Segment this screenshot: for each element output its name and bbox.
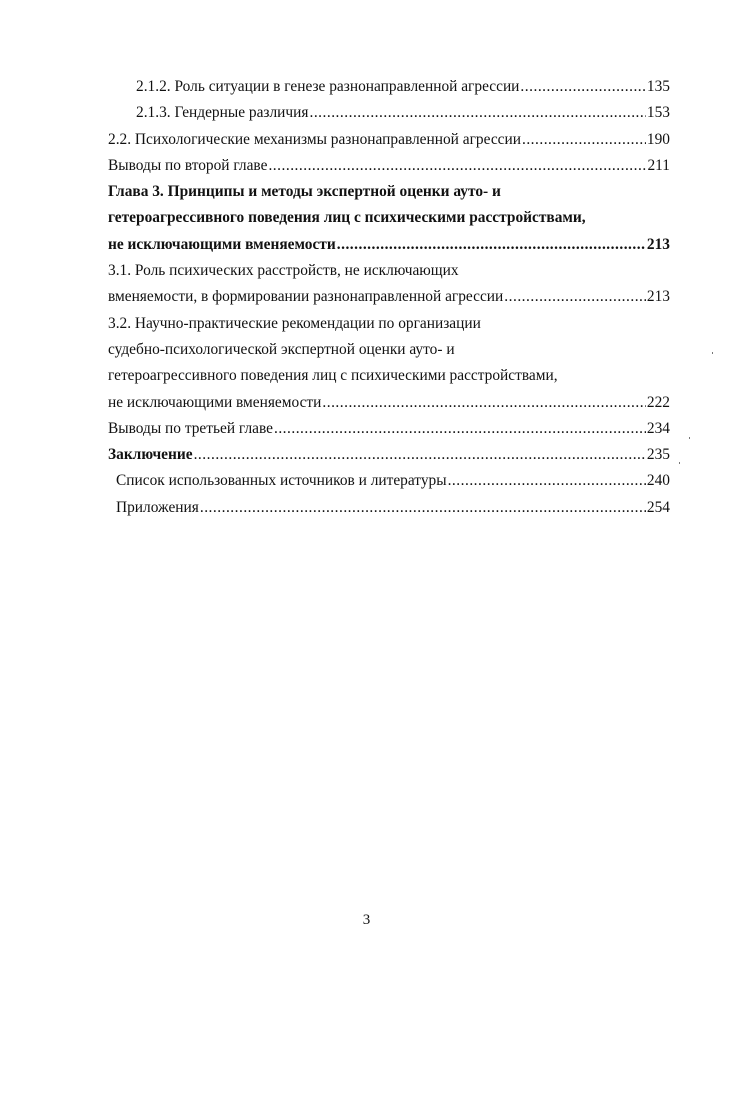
toc-entry-title: Глава 3. Принципы и методы экспертной оценки ауто- и [108,183,501,201]
toc-entry-page: 213 [646,235,670,253]
toc-entry-page: 190 [646,130,670,148]
toc-entry-title: 2.2. Психологические механизмы разнонаправленной агрессии [108,130,521,148]
toc-entry-page: 240 [646,472,670,490]
toc-chapter3-title-line3 [108,232,670,258]
dot-leader [504,284,646,310]
toc-entry-title: Список использованных источников и литературы [116,472,447,490]
toc-entry-appendices [108,495,670,521]
toc-entry-2-1-2 [108,74,670,100]
toc-entry-3-1-line2 [108,284,670,310]
toc-entry-2-2 [108,127,670,153]
toc-entry-3-1-line1 [108,258,670,284]
toc-entry-chapter2-conclusions [108,153,670,179]
dot-leader [309,100,645,126]
toc-entry-page: 153 [646,104,670,122]
toc-entry-2-1-3 [108,100,670,126]
toc-entry-3-2-line2 [108,337,670,363]
dot-leader [200,495,646,521]
toc-entry-page: 135 [646,78,670,95]
scan-speck [689,437,690,439]
toc-chapter3-title-line1 [108,179,670,205]
toc-chapter3-title-line2 [108,205,670,231]
scan-speck [712,352,713,354]
toc-entry-page: 235 [646,446,670,464]
toc-entry-page: 234 [646,419,670,437]
dot-leader [274,416,646,442]
toc-entry-title: 2.1.2. Роль ситуации в генезе разнонаправленной агрессии [136,78,520,95]
toc-entry-page: 254 [646,498,670,516]
toc-entry-references [108,468,670,494]
toc-entry-title: Выводы по третьей главе [108,419,273,437]
table-of-contents [108,74,670,521]
toc-entry-3-2-line4 [108,390,670,416]
dot-leader [520,74,645,100]
toc-entry-title: не исключающими вменяемости [108,235,336,253]
toc-entry-title: Приложения [116,498,199,516]
toc-entry-page: 213 [646,288,670,306]
dot-leader [268,153,646,179]
dot-leader [337,232,646,258]
toc-entry-3-2-line1 [108,311,670,337]
toc-entry-page: 211 [647,156,670,174]
toc-entry-title: Заключение [108,446,193,464]
toc-entry-title: 3.2. Научно-практические рекомендации по организации [108,314,481,332]
dot-leader [448,468,646,494]
toc-entry-title: не исключающими вменяемости [108,393,322,411]
toc-entry-page: 222 [646,393,670,411]
toc-entry-title: вменяемости, в формировании разнонаправленной агрессии [108,288,504,306]
toc-entry-3-2-line3 [108,363,670,389]
scan-speck [679,462,680,464]
page-number: 3 [362,912,371,928]
toc-entry-title: гетероагрессивного поведения лиц с психическими расстройствами, [108,209,586,227]
toc-entry-title: судебно-психологической экспертной оценки ауто- и [108,340,455,358]
toc-entry-title: 3.1. Роль психических расстройств, не исключающих [108,262,459,280]
toc-entry-conclusion [108,442,670,468]
dot-leader [522,127,646,153]
toc-entry-title: Выводы по второй главе [108,156,268,174]
toc-entry-title: гетероагрессивного поведения лиц с психическими расстройствами, [108,367,558,385]
toc-entry-title: 2.1.3. Гендерные различия [136,104,309,122]
dot-leader [194,442,646,468]
dot-leader [322,390,646,416]
toc-entry-chapter3-conclusions [108,416,670,442]
